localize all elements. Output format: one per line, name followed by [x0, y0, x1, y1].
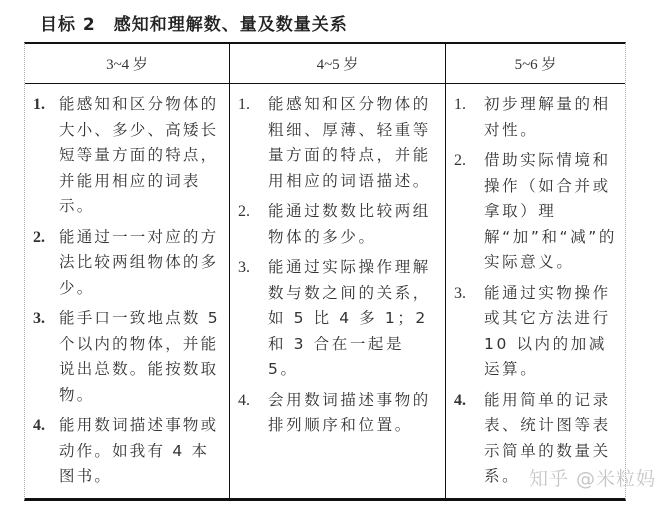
title-text: 感知和理解数、量及数量关系 — [113, 15, 348, 35]
header-cell-3-4: 3~4 岁 — [106, 57, 148, 73]
header-cell-4-5: 4~5 岁 — [229, 44, 445, 83]
list-item: 1. 能感知和区分物体的粗细、厚薄、轻重等量方面的特点，并能用相应的词语描述。 — [238, 95, 431, 190]
section-title — [40, 10, 348, 35]
list-item: 1. 初步理解量的相对性。 — [454, 95, 611, 139]
header-cell-5-6: 5~6 岁 — [445, 44, 625, 83]
list-item: 3. 能通过实际操作理解数与数之间的关系，如 5 比 4 多 1；2 和 3 合在一起是 5。 — [238, 258, 431, 378]
title-number: 目标 2 — [40, 15, 96, 35]
watermark: 知乎 @米粒妈 — [528, 468, 656, 490]
list-item: 3. 能通过实物操作或其它方法进行 10 以内的加减运算。 — [454, 283, 611, 378]
list-item: 4. 能用简单的记录表、统计图等表示简单的数量关系。 — [454, 390, 611, 485]
list-item: 4. 会用数词描述事物的排列顺序和位置。 — [238, 390, 431, 434]
list-item: 2. 借助实际情境和操作（如合并或拿取）理解“加”和“减”的实际意义。 — [454, 151, 618, 271]
list-item: 4. 能用数词描述事物或动作。如我有 4 本图书。 — [33, 416, 219, 485]
table-body-row — [25, 84, 625, 498]
list-item: 2. 能通过一一对应的方法比较两组物体的多少。 — [33, 227, 219, 297]
body-cell-4-5 — [229, 84, 445, 498]
body-cell-3-4 — [25, 84, 229, 498]
body-cell-5-6 — [445, 84, 625, 498]
table-header-row — [25, 44, 625, 84]
list-item: 1. 能感知和区分物体的大小、多少、高矮长短等量方面的特点，并能用相应的词表示。 — [33, 95, 219, 215]
list-item: 2. 能通过数数比较两组物体的多少。 — [238, 202, 431, 246]
goals-table — [24, 42, 626, 501]
list-item: 3. 能手口一致地点数 5 个以内的物体，并能说出总数。能按数取物。 — [33, 309, 220, 404]
